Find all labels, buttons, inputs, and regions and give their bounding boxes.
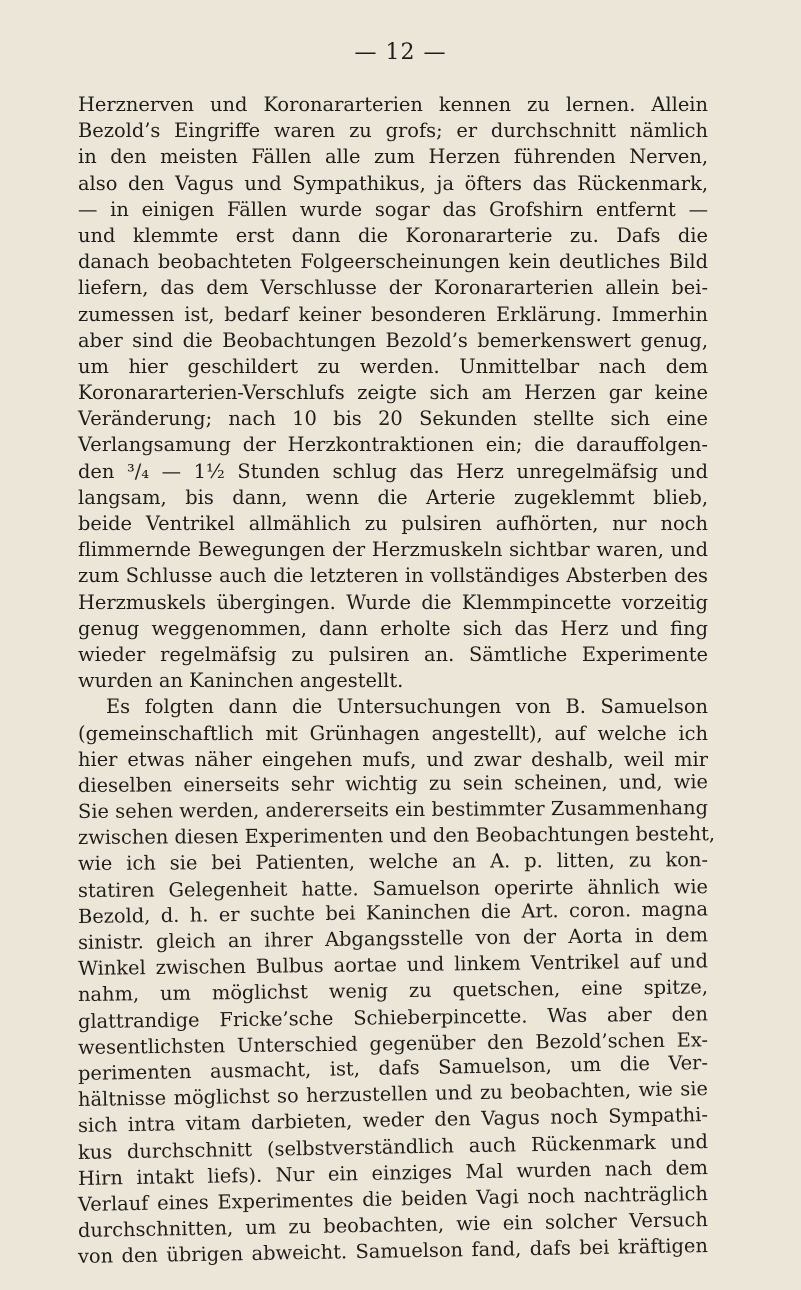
text-line: Herzmuskels übergingen. Wurde die Klemmpincette vorzeitig xyxy=(78,590,708,614)
paragraph-start-line: Es folgten dann die Untersuchungen von B. Samuelson xyxy=(106,695,708,719)
text-line: von den übrigen abweicht. Samuelson fand, dafs bei kräftigen xyxy=(77,1234,709,1269)
text-line: sinistr. gleich an ihrer Abgangsstelle von der Aorta in dem xyxy=(77,923,709,954)
text-line: langsam, bis dann, wenn die Arterie zugeklemmt blieb, xyxy=(78,485,708,509)
text-line: Bezold, d. h. er suchte bei Kaninchen die Art. coron. magna xyxy=(77,897,709,928)
text-line: Bezold’s Eingriffe waren zu grofs; er durchschnitt nämlich xyxy=(78,119,708,143)
text-line: hältnisse möglichst so herzustellen und zu beobachten, wie sie xyxy=(77,1077,709,1112)
text-line: glattrandige Fricke’sche Schieberpincette. Was aber den xyxy=(77,1001,709,1033)
text-line: perimenten ausmacht, ist, dafs Samuelson, um die Ver- xyxy=(77,1050,709,1085)
text-line: wie ich sie bei Patienten, welche an A. p. litten, zu kon- xyxy=(77,848,709,876)
text-line: und klemmte erst dann die Koronararterie zu. Dafs die xyxy=(78,223,708,247)
page-number: — 12 — xyxy=(354,40,447,65)
text-line: den ³/₄ — 1½ Stunden schlug das Herz unregelmäfsig und xyxy=(78,459,708,483)
text-line: liefern, das dem Verschlusse der Koronararterien allein bei- xyxy=(78,276,708,300)
text-line: statiren Gelegenheit hatte. Samuelson operirte ähnlich wie xyxy=(77,874,709,902)
text-line: Winkel zwischen Bulbus aortae und linkem Ventrikel auf und xyxy=(77,949,709,981)
text-line: um hier geschildert zu werden. Unmittelbar nach dem xyxy=(78,354,708,378)
text-line: kus durchschnitt (selbstverständlich auch Rückenmark und xyxy=(77,1129,709,1164)
text-line: Sie sehen werden, andererseits ein bestimmter Zusammenhang xyxy=(77,796,709,824)
text-line: (gemeinschaftlich mit Grünhagen angestellt), auf welche ich xyxy=(78,721,708,745)
text-line: durchschnitten, um zu beobachten, wie ein solcher Versuch xyxy=(77,1208,709,1243)
text-line: zumessen ist, bedarf keiner besonderen Erklärung. Immerhin xyxy=(78,302,708,326)
text-line: wesentlichsten Unterschied gegenüber den Bezold’schen Ex- xyxy=(77,1028,709,1059)
text-line: sich intra vitam darbieten, weder den Vagus noch Sympathi- xyxy=(77,1103,709,1138)
text-line: aber sind die Beobachtungen Bezold’s bemerkenswert genug, xyxy=(78,328,708,352)
text-line: dieselben einerseits sehr wichtig zu sein scheinen, und, wie xyxy=(77,770,709,797)
body-text xyxy=(77,92,716,1270)
paragraph-end-line: wurden an Kaninchen angestellt. xyxy=(78,669,404,693)
text-line: also den Vagus und Sympathikus, ja öfters das Rückenmark, xyxy=(78,171,708,195)
text-line: Hirn intakt liefs). Nur ein einziges Mal wurden nach dem xyxy=(77,1155,709,1190)
text-line: flimmernde Bewegungen der Herzmuskeln sichtbar waren, und xyxy=(78,538,708,562)
text-line: Veränderung; nach 10 bis 20 Sekunden stellte sich eine xyxy=(78,407,708,431)
text-line: zum Schlusse auch die letzteren in vollständiges Absterben des xyxy=(78,564,708,588)
text-line: Herznerven und Koronararterien kennen zu lernen. Allein xyxy=(78,93,708,116)
text-line: hier etwas näher eingehen mufs, und zwar deshalb, weil mir xyxy=(78,747,708,771)
text-line: nahm, um möglichst wenig zu quetschen, eine spitze, xyxy=(77,975,709,1007)
text-line: Koronararterien-Verschlufs zeigte sich am Herzen gar keine xyxy=(78,381,708,405)
text-line: Verlauf eines Experimentes die beiden Vagi noch nachträglich xyxy=(77,1181,709,1216)
text-line: wieder regelmäfsig zu pulsiren an. Sämtliche Experimente xyxy=(78,642,708,666)
text-line: — in einigen Fällen wurde sogar das Grofshirn entfernt — xyxy=(78,197,708,221)
text-line: beide Ventrikel allmählich zu pulsiren aufhörten, nur noch xyxy=(78,512,708,535)
text-line: zwischen diesen Experimenten und den Beobachtungen besteht, xyxy=(77,822,716,850)
text-line: genug weggenommen, dann erholte sich das Herz und fing xyxy=(78,616,708,640)
text-line: danach beobachteten Folgeerscheinungen kein deutliches Bild xyxy=(78,250,708,274)
text-line: Verlangsamung der Herzkontraktionen ein; die darauffolgen- xyxy=(78,433,708,457)
text-line: in den meisten Fällen alle zum Herzen führenden Nerven, xyxy=(78,145,708,169)
